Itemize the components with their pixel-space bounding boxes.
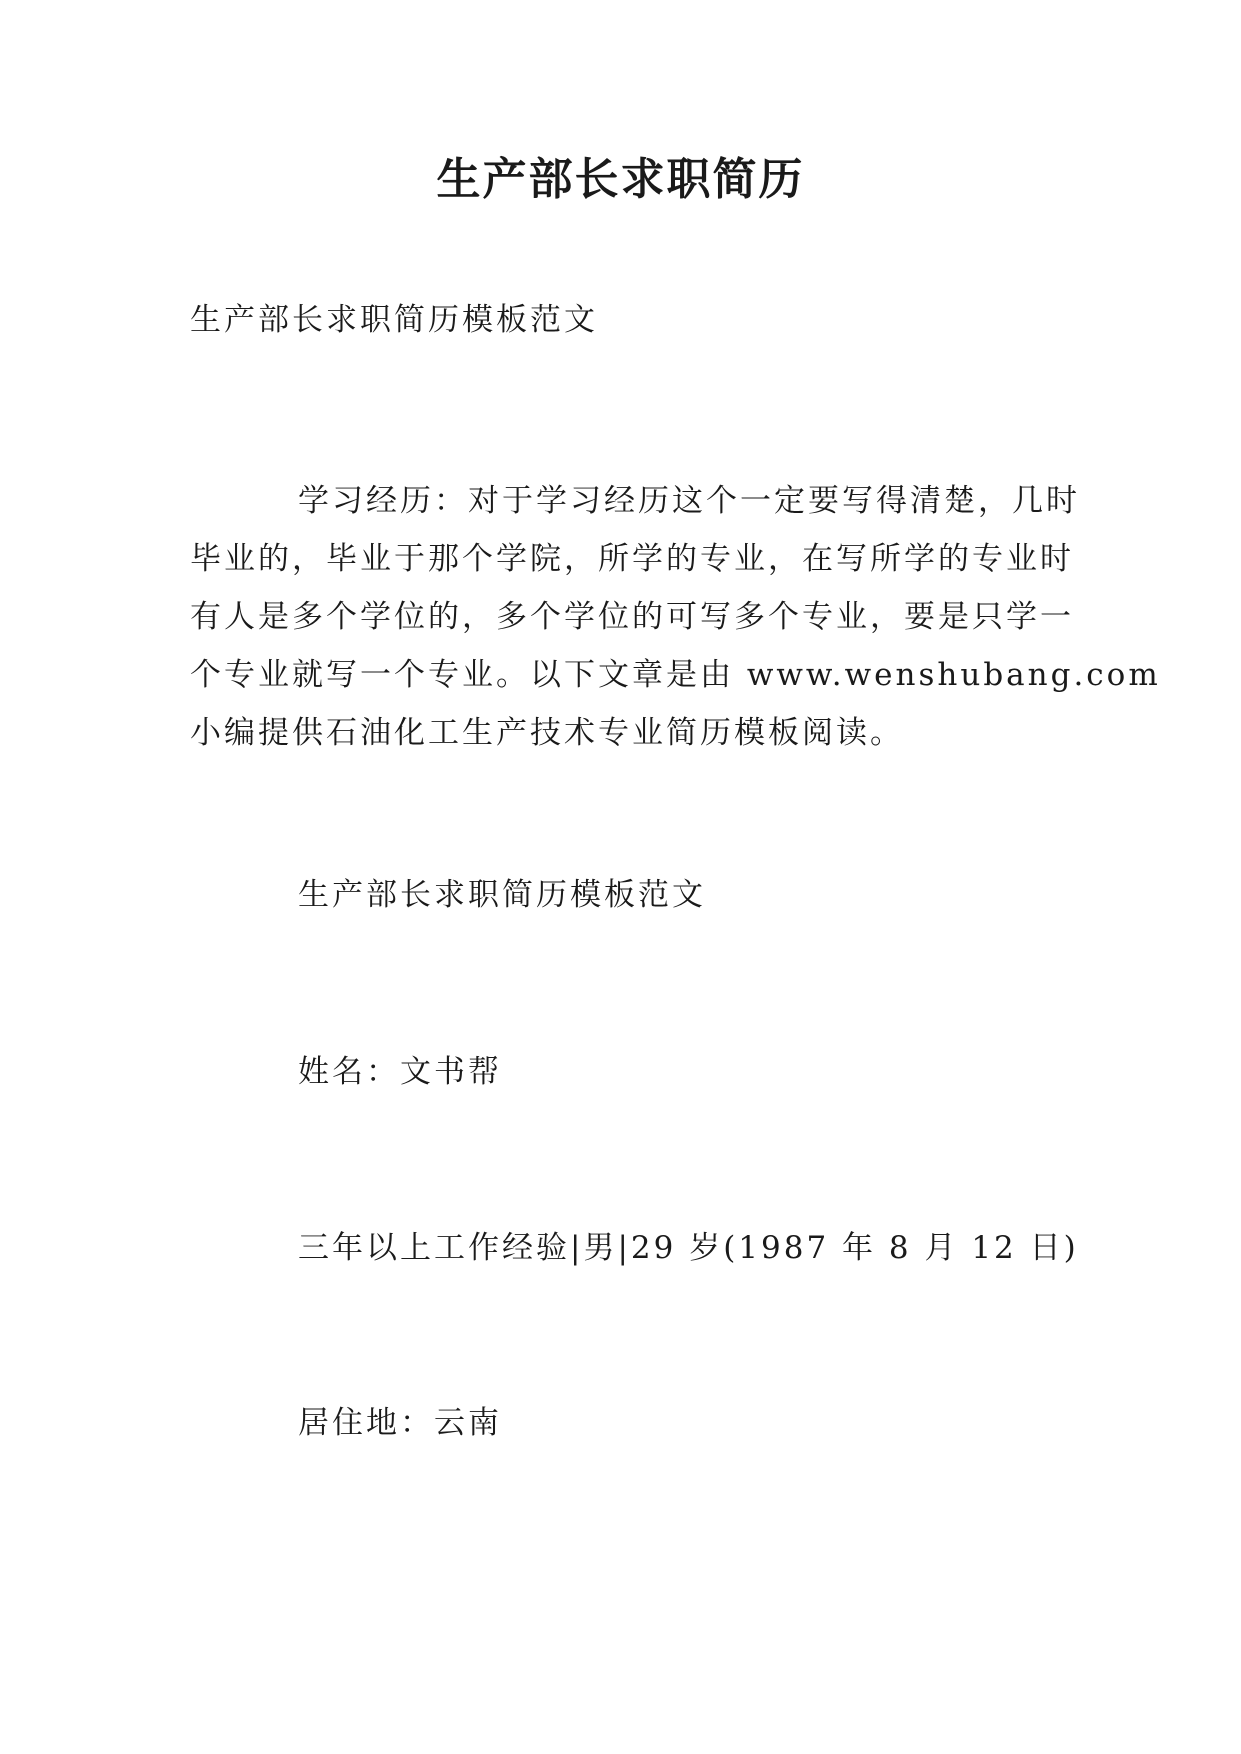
document-title: 生产部长求职简历 [436, 154, 805, 205]
section-title: 生产部长求职简历模板范文 [298, 877, 706, 913]
intro-line: 小编提供石油化工生产技术专业简历模板阅读。 [190, 715, 904, 751]
name-line: 姓名：文书帮 [298, 1054, 502, 1090]
intro-line: 个专业就写一个专业。以下文章是由 www.wenshubang.com [190, 657, 1161, 693]
intro-line: 毕业的，毕业于那个学院，所学的专业，在写所学的专业时 [190, 541, 1074, 577]
experience-line: 三年以上工作经验|男|29 岁(1987 年 8 月 12 日) [298, 1230, 1079, 1266]
residence-line: 居住地：云南 [298, 1405, 502, 1441]
intro-line: 学习经历：对于学习经历这个一定要写得清楚，几时 [298, 483, 1080, 519]
intro-paragraph [190, 472, 1161, 762]
document-subtitle: 生产部长求职简历模板范文 [190, 302, 598, 338]
intro-line: 有人是多个学位的，多个学位的可写多个专业，要是只学一 [190, 599, 1074, 635]
